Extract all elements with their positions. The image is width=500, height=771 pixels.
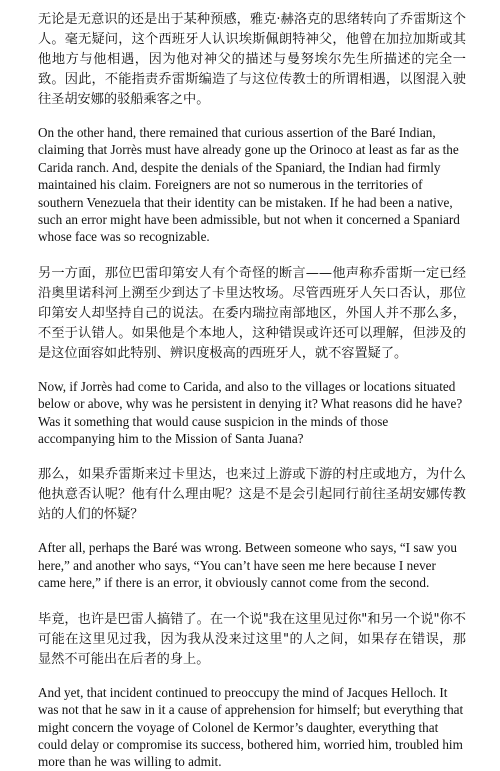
paragraph-spacer: [38, 110, 466, 124]
paragraph-zh-1: 无论是无意识的还是出于某种预感，雅克·赫洛克的思绪转向了乔雷斯这个人。毫无疑问，这个西班牙人认识埃斯佩朗特神父，他曾在加拉加斯或其他地方与他相遇，因为他对神父的描述与曼努埃尔先生所描述的完全一致。因此，不能指责乔雷斯编造了与这位传教士的所谓相遇，以图混入驶往圣胡安娜的驳船乘客之中。: [38, 12, 466, 107]
paragraph-en-4: And yet, that incident continued to preoccupy the mind of Jacques Helloch. It was not that he saw in it a cause of apprehension for himself; but everything that might concern the voyage of Colonel de Kermor’s daughter, everything that could delay or compromise its success, bothered him, worried him, troubled him more than he was willing to admit.: [38, 684, 464, 770]
paragraph-zh-3: 那么，如果乔雷斯来过卡里达，也来过上游或下游的村庄或地方，为什么他执意否认呢？他有什么理由呢？这是不是会引起同行前往圣胡安娜传教站的人们的怀疑？: [38, 467, 466, 523]
paragraph-en-1: On the other hand, there remained that curious assertion of the Baré Indian, claiming that Jorrès must have already gone up the Orinoco at least as far as the Carida ranch. And, despite the denials of the Spaniard, the Indian had firmly maintained his claim. Foreigners are not so numerous in the territories of southern Venezuela that their identity can be mistaken. If he had been a native, such an error might have been admissible, but not when it concerned a Spaniard whose face was so recognizable.: [38, 125, 460, 245]
paragraph-zh-4: 毕竟，也许是巴雷人搞错了。在一个说"我在这里见过你"和另一个说"你不可能在这里见过我，因为我从没来过这里"的人之间，如果存在错误，那显然不可能出在后者的身上。: [38, 611, 466, 667]
paragraph-spacer: [38, 246, 466, 264]
paragraph-spacer: [38, 670, 466, 684]
paragraph-en-2: Now, if Jorrès had come to Carida, and also to the villages or locations situated below or above, why was he persistent in denying it? What reasons did he have? Was it something that would cause suspicion in the minds of those accompanying him to the Mission of Santa Juana?: [38, 378, 463, 447]
paragraph-zh-2: 另一方面，那位巴雷印第安人有个奇怪的断言——他声称乔雷斯一定已经沿奥里诺科河上溯至少到达了卡里达牧场。尽管西班牙人矢口否认，那位印第安人却坚持自己的说法。在委内瑞拉南部地区，外国人并不那么多，不至于认错人。如果他是个本地人，这种错误或许还可以理解，但涉及的是这位面容如此特别、辨识度极高的西班牙人，就不容置疑了。: [38, 265, 466, 361]
paragraph-spacer: [38, 364, 466, 378]
paragraph-spacer: [38, 592, 466, 610]
paragraph-en-3: After all, perhaps the Baré was wrong. Between someone who says, “I saw you here,” and another who says, “You can’t have seen me here because I never came here,” if there is an error, it obviously cannot come from the second.: [38, 540, 457, 591]
paragraph-spacer: [38, 525, 466, 539]
paragraph-spacer: [38, 447, 466, 465]
